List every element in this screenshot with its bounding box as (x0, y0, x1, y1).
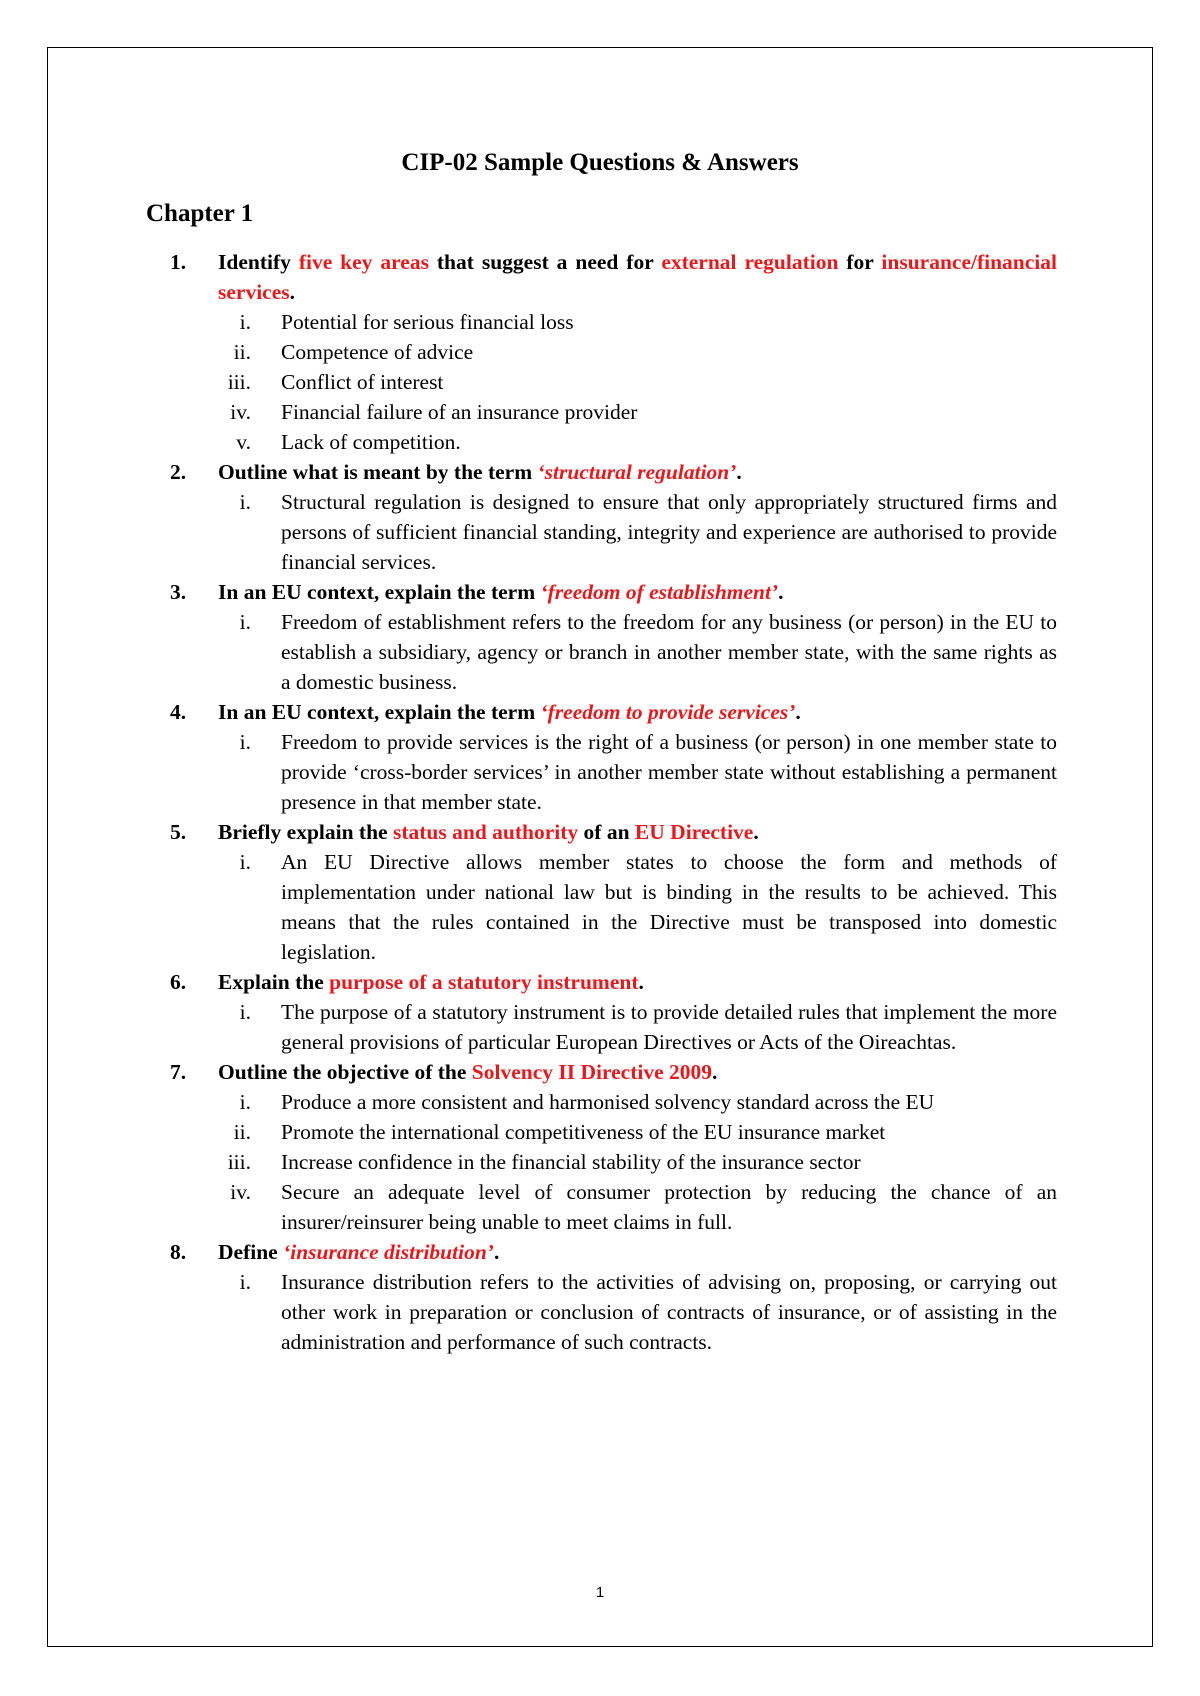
question-item (170, 577, 1057, 697)
answer-text: Freedom to provide services is the right of a business (or person) in one member state to provide ‘cross-border services’ in another member state without establishing a permanent presence in that member state. (281, 730, 1057, 814)
question-heading (170, 967, 1057, 997)
answer-marker: iii. (227, 370, 251, 394)
question-text-segment: Outline what is meant by the term (218, 460, 538, 484)
answer-item (170, 337, 1057, 367)
question-heading (170, 697, 1057, 727)
question-text-segment: In an EU context, explain the term (218, 580, 541, 604)
question-heading (170, 1237, 1057, 1267)
question-item (170, 697, 1057, 817)
answer-list (170, 1267, 1057, 1357)
highlighted-term: ‘freedom of establishment’ (540, 580, 779, 604)
answer-text: Structural regulation is designed to ensure that only appropriately structured firms and persons of sufficient financial standing, integrity and experience are authorised to provide financial services. (281, 490, 1057, 574)
answer-item (170, 427, 1057, 457)
answer-text: An EU Directive allows member states to choose the form and methods of implementation under national law but is binding in the results to be achieved. This means that the rules contained in the Directive must be transposed into domestic legislation. (281, 850, 1057, 964)
question-number: 6. (170, 970, 187, 994)
highlighted-term: Solvency II Directive 2009 (471, 1060, 713, 1084)
question-heading (170, 247, 1057, 307)
answer-marker: i. (239, 730, 251, 754)
answer-text: Lack of competition. (281, 430, 461, 454)
answer-list (170, 847, 1057, 967)
answer-text: Competence of advice (281, 340, 474, 364)
answer-item (170, 367, 1057, 397)
question-number: 8. (170, 1240, 187, 1264)
answer-marker: i. (239, 610, 251, 634)
question-text (218, 967, 1057, 997)
answer-text: Freedom of establishment refers to the freedom for any business (or person) in the EU to establish a subsidiary, agency or branch in another member state, with the same rights as a domestic business. (281, 610, 1057, 694)
question-text (218, 1237, 1057, 1267)
answer-item (170, 607, 1057, 697)
answer-item (170, 847, 1057, 967)
highlighted-term: five key areas (298, 250, 429, 274)
answer-item (170, 307, 1057, 337)
answer-item (170, 727, 1057, 817)
question-list (170, 247, 1057, 1357)
answer-marker: i. (239, 1270, 251, 1294)
answer-marker: i. (239, 1000, 251, 1024)
question-text (218, 1057, 1057, 1087)
question-text-segment: In an EU context, explain the term (218, 700, 541, 724)
question-text (218, 697, 1057, 727)
question-item (170, 967, 1057, 1057)
question-text-segment: . (736, 460, 742, 484)
highlighted-term: ‘freedom to provide services’ (540, 700, 796, 724)
highlighted-term: purpose of a statutory instrument (329, 970, 639, 994)
question-number: 1. (170, 250, 187, 274)
question-text-segment: Define (218, 1240, 284, 1264)
answer-marker: i. (239, 490, 251, 514)
question-text-segment: of an (578, 820, 635, 844)
answer-text: The purpose of a statutory instrument is to provide detailed rules that implement the more general provisions of particular European Directives or Acts of the Oireachtas. (281, 1000, 1057, 1054)
answer-list (170, 487, 1057, 577)
question-text-segment: . (778, 580, 784, 604)
answer-text: Financial failure of an insurance provider (281, 400, 638, 424)
question-text (218, 817, 1057, 847)
answer-item (170, 1267, 1057, 1357)
answer-marker: iv. (230, 400, 251, 424)
highlighted-term: status and authority (392, 820, 579, 844)
highlighted-term: EU Directive (634, 820, 754, 844)
question-item (170, 1237, 1057, 1357)
answer-item (170, 397, 1057, 427)
answer-item (170, 1117, 1057, 1147)
answer-item (170, 487, 1057, 577)
highlighted-term: ‘insurance distribution’ (283, 1240, 494, 1264)
answer-item (170, 1087, 1057, 1117)
answer-marker: i. (239, 1090, 251, 1114)
question-text (218, 457, 1057, 487)
answer-list (170, 997, 1057, 1057)
answer-marker: ii. (233, 1120, 251, 1144)
question-text (218, 577, 1057, 607)
answer-marker: i. (239, 850, 251, 874)
answer-list (170, 607, 1057, 697)
question-text-segment: . (289, 280, 296, 304)
answer-text: Insurance distribution refers to the activities of advising on, proposing, or carrying out other work in preparation or conclusion of contracts of insurance, or of assisting in the administration and performance of such contracts. (281, 1270, 1057, 1354)
answer-item (170, 997, 1057, 1057)
question-number: 3. (170, 580, 187, 604)
highlighted-term: external regulation (661, 250, 839, 274)
chapter-heading: Chapter 1 (146, 200, 254, 227)
document-title: CIP-02 Sample Questions & Answers (401, 149, 799, 176)
answer-text: Conflict of interest (281, 370, 444, 394)
question-item (170, 457, 1057, 577)
answer-list (170, 1087, 1057, 1237)
question-text-segment: Identify (218, 250, 299, 274)
question-text-segment: . (795, 700, 801, 724)
question-heading (170, 817, 1057, 847)
answer-item (170, 1147, 1057, 1177)
answer-marker: ii. (233, 340, 251, 364)
answer-text: Promote the international competitiveness of the EU insurance market (281, 1120, 886, 1144)
question-text-segment: . (493, 1240, 500, 1264)
question-text (218, 247, 1057, 307)
highlighted-term: insurance/financial services (218, 250, 1058, 304)
question-text-segment: Briefly explain the (218, 820, 393, 844)
question-text-segment: that suggest a need for (428, 250, 662, 274)
answer-marker: iv. (230, 1180, 251, 1204)
answer-text: Potential for serious financial loss (281, 310, 574, 334)
question-item (170, 817, 1057, 967)
answer-list (170, 307, 1057, 457)
question-heading (170, 577, 1057, 607)
question-number: 4. (170, 700, 187, 724)
answer-marker: v. (236, 430, 251, 454)
question-heading (170, 457, 1057, 487)
answer-text: Secure an adequate level of consumer protection by reducing the chance of an insurer/reinsurer being unable to meet claims in full. (281, 1180, 1057, 1234)
question-heading (170, 1057, 1057, 1087)
question-number: 5. (170, 820, 187, 844)
answer-text: Increase confidence in the financial stability of the insurance sector (281, 1150, 861, 1174)
question-text-segment: Explain the (218, 970, 330, 994)
highlighted-term: ‘structural regulation’ (537, 460, 737, 484)
question-text-segment: for (838, 250, 882, 274)
question-item (170, 1057, 1057, 1237)
answer-marker: iii. (227, 1150, 251, 1174)
answer-list (170, 727, 1057, 817)
question-number: 7. (170, 1060, 187, 1084)
question-text-segment: . (712, 1060, 718, 1084)
answer-item (170, 1177, 1057, 1237)
question-text-segment: . (753, 820, 759, 844)
page-number: 1 (595, 1584, 605, 1601)
question-text-segment: . (638, 970, 644, 994)
answer-marker: i. (239, 310, 251, 334)
answer-text: Produce a more consistent and harmonised solvency standard across the EU (281, 1090, 935, 1114)
question-text-segment: Outline the objective of the (218, 1060, 472, 1084)
question-number: 2. (170, 460, 187, 484)
question-item (170, 247, 1057, 457)
